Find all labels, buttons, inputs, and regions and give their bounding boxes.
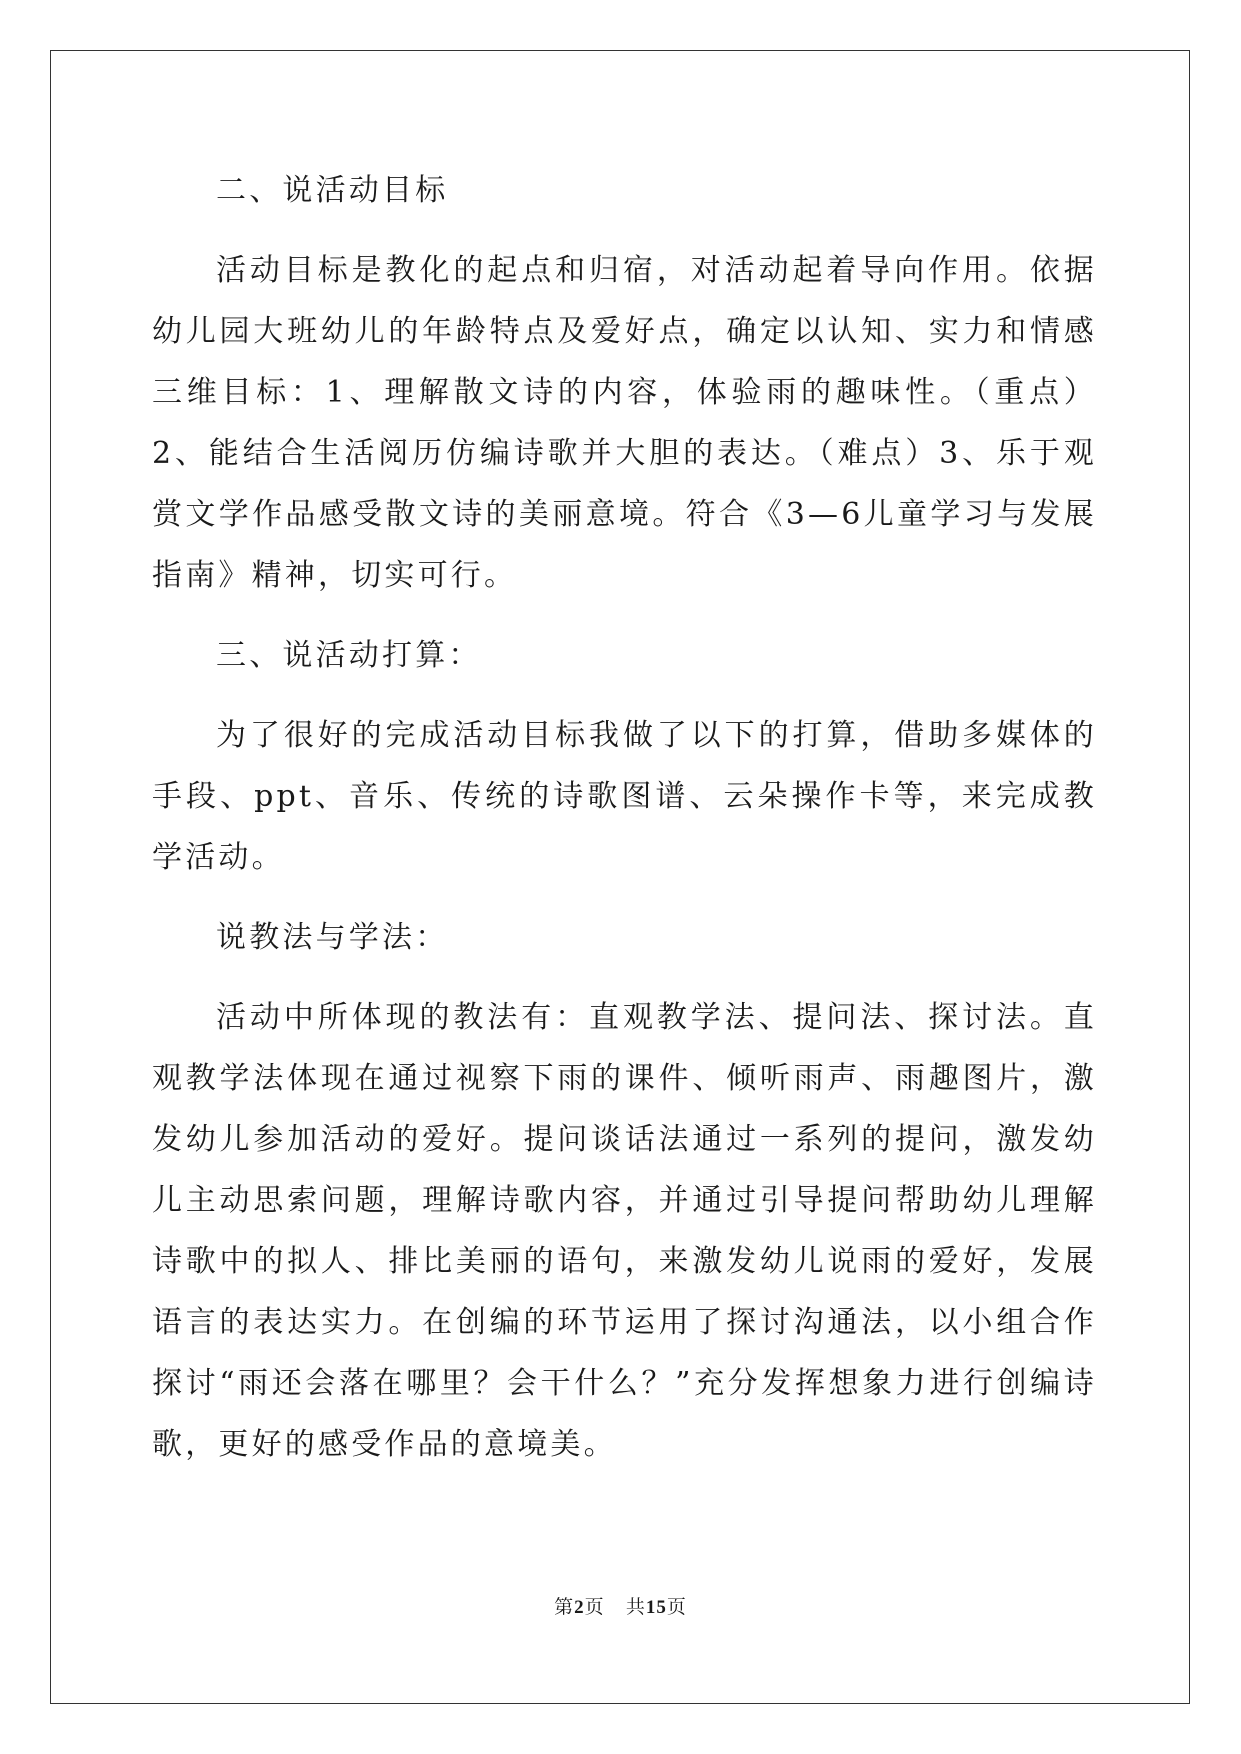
paragraph-goals: 活动目标是教化的起点和归宿，对活动起着导向作用。依据幼儿园大班幼儿的年龄特点及爱好点，确定以认知、实力和情感三维目标：1、理解散文诗的内容，体验雨的趣味性。（重点）2、能结合生活阅历仿编诗歌并大胆的表达。（难点）3、乐于观赏文学作品感受散文诗的美丽意境。符合《3—6儿童学习与发展指南》精神，切实可行。: [152, 253, 1097, 593]
paragraph-plan: 为了很好的完成活动目标我做了以下的打算，借助多媒体的手段、ppt、音乐、传统的诗歌图谱、云朵操作卡等，来完成教学活动。: [152, 718, 1097, 875]
footer-total-pages: 15: [645, 1597, 667, 1618]
footer-page-suffix: 页: [584, 1596, 605, 1618]
footer-total-prefix: 共: [625, 1596, 646, 1618]
footer-total-suffix: 页: [666, 1596, 687, 1618]
footer-page-number: 2: [574, 1597, 585, 1618]
paragraph-methods: 活动中所体现的教法有：直观教学法、提问法、探讨法。直观教学法体现在通过视察下雨的课件、倾听雨声、雨趣图片，激发幼儿参加活动的爱好。提问谈话法通过一系列的提问，激发幼儿主动思索问题，理解诗歌内容，并通过引导提问帮助幼儿理解诗歌中的拟人、排比美丽的语句，来激发幼儿说雨的爱好，发展语言的表达实力。在创编的环节运用了探讨沟通法，以小组合作探讨“雨还会落在哪里？会干什么？”充分发挥想象力进行创编诗歌，更好的感受作品的意境美。: [152, 1000, 1097, 1462]
section-heading-goals: 二、说活动目标: [216, 173, 449, 208]
section-heading-plan: 三、说活动打算：: [216, 638, 482, 673]
footer-prefix: 第: [554, 1596, 575, 1618]
document-body: [152, 160, 1097, 1494]
page-footer: [0, 1592, 1241, 1619]
section-heading-methods: 说教法与学法：: [216, 920, 449, 955]
